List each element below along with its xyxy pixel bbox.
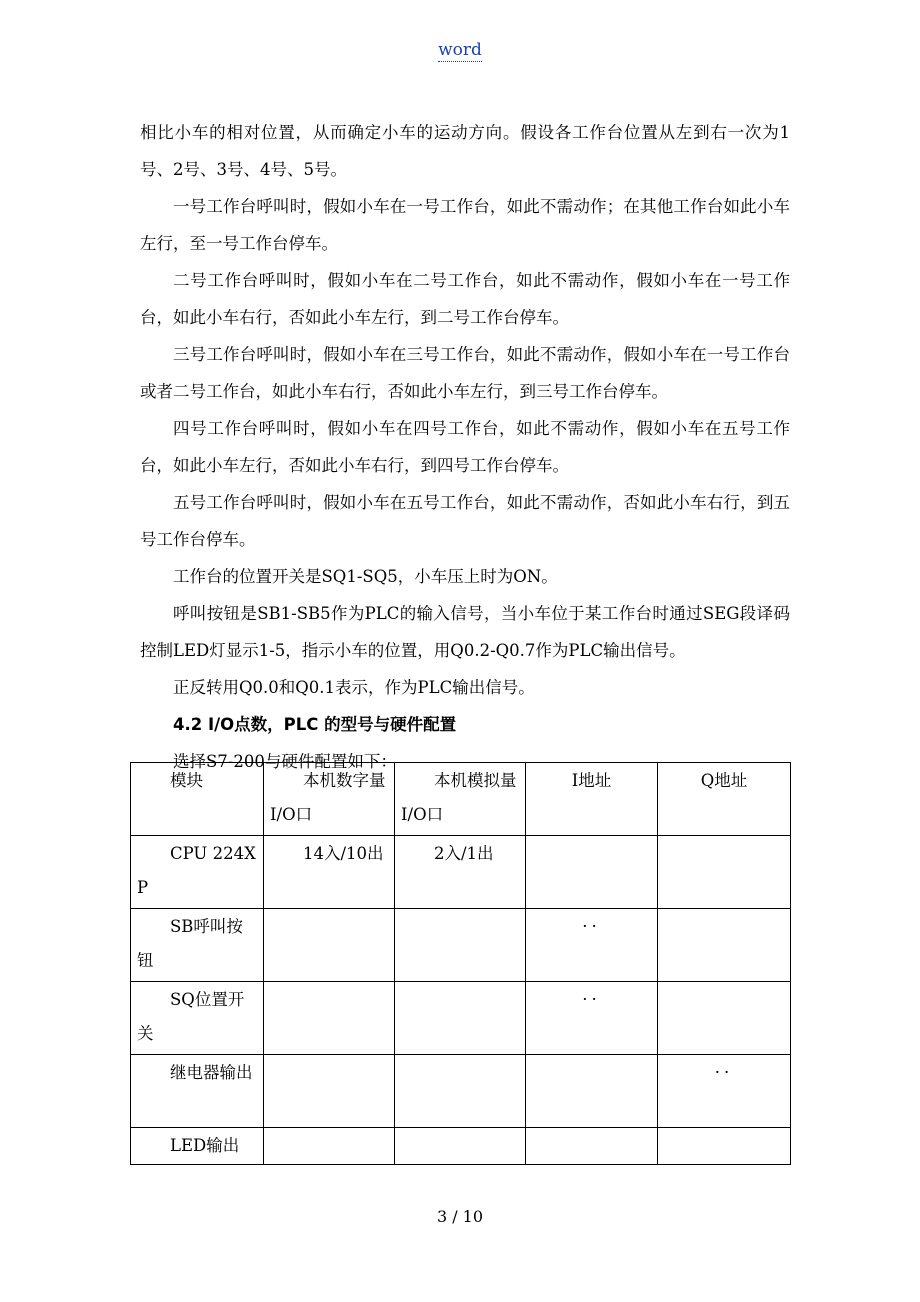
cell-digital-io: 14入/10出	[264, 836, 395, 909]
table-row	[131, 1055, 791, 1128]
header-digital-io: 本机数字量I/O口	[264, 763, 395, 836]
cell-module: SB呼叫按钮	[131, 909, 264, 982]
cell-digital-io	[264, 909, 395, 982]
paragraph-continued: 相比小车的相对位置，从而确定小车的运动方向。假设各工作台位置从左到右一次为1号、2号、3号、4号、5号。	[140, 123, 790, 179]
cell-q-address	[658, 982, 791, 1055]
section-heading: 4.2 I/O点数，PLC 的型号与硬件配置	[173, 715, 457, 734]
table-intro: 选择S7-200与硬件配置如下：	[173, 752, 397, 771]
paragraph-direction-output: 正反转用Q0.0和Q0.1表示，作为PLC输出信号。	[173, 678, 535, 697]
cell-i-address: ··	[526, 909, 658, 982]
paragraph-position-switch: 工作台的位置开关是SQ1-SQ5，小车压上时为ON。	[173, 567, 558, 586]
table-row	[131, 982, 791, 1055]
cell-digital-io	[264, 1055, 395, 1128]
cell-module: CPU 224XP	[131, 836, 264, 909]
cell-q-address	[658, 909, 791, 982]
paragraph-station-2: 二号工作台呼叫时，假如小车在二号工作台，如此不需动作，假如小车在一号工作台，如此小车右行，否如此小车左行，到二号工作台停车。	[140, 271, 790, 327]
paragraph-call-button: 呼叫按钮是SB1-SB5作为PLC的输入信号，当小车位于某工作台时通过SEG段译码控制LED灯显示1-5，指示小车的位置，用Q0.2-Q0.7作为PLC输出信号。	[140, 604, 790, 660]
table-header-row	[131, 763, 791, 836]
paragraph-station-4: 四号工作台呼叫时，假如小车在四号工作台，如此不需动作，假如小车在五号工作台，如此小车左行，否如此小车右行，到四号工作台停车。	[140, 419, 790, 475]
cell-i-address: ··	[526, 982, 658, 1055]
cell-i-address	[526, 1055, 658, 1128]
header-i-address: I地址	[526, 763, 658, 836]
table-row	[131, 1128, 791, 1165]
paragraph-station-3: 三号工作台呼叫时，假如小车在三号工作台，如此不需动作，假如小车在一号工作台或者二号工作台，如此小车右行，否如此小车左行，到三号工作台停车。	[140, 345, 790, 401]
paragraph-station-1: 一号工作台呼叫时，假如小车在一号工作台，如此不需动作；在其他工作台如此小车左行，至一号工作台停车。	[140, 197, 790, 253]
hardware-config-table	[130, 762, 791, 1165]
document-body	[140, 114, 790, 780]
cell-analog-io	[395, 982, 526, 1055]
page-header	[0, 40, 920, 60]
cell-analog-io	[395, 1128, 526, 1165]
page-number: 3 / 10	[436, 1207, 484, 1226]
cell-i-address	[526, 1128, 658, 1165]
header-module: 模块	[131, 763, 264, 836]
cell-digital-io	[264, 1128, 395, 1165]
header-word-label[interactable]: word	[438, 40, 482, 60]
cell-analog-io	[395, 1055, 526, 1128]
cell-q-address	[658, 836, 791, 909]
table-row	[131, 909, 791, 982]
cell-i-address	[526, 836, 658, 909]
table-row	[131, 836, 791, 909]
cell-q-address	[658, 1128, 791, 1165]
cell-module: LED输出	[131, 1128, 264, 1165]
paragraph-station-5: 五号工作台呼叫时，假如小车在五号工作台，如此不需动作，否如此小车右行，到五号工作台停车。	[140, 493, 790, 549]
cell-q-address: ··	[658, 1055, 791, 1128]
cell-analog-io: 2入/1出	[395, 836, 526, 909]
header-analog-io: 本机模拟量I/O口	[395, 763, 526, 836]
cell-module: 继电器输出	[131, 1055, 264, 1128]
header-q-address: Q地址	[658, 763, 791, 836]
cell-module: SQ位置开关	[131, 982, 264, 1055]
cell-analog-io	[395, 909, 526, 982]
cell-digital-io	[264, 982, 395, 1055]
